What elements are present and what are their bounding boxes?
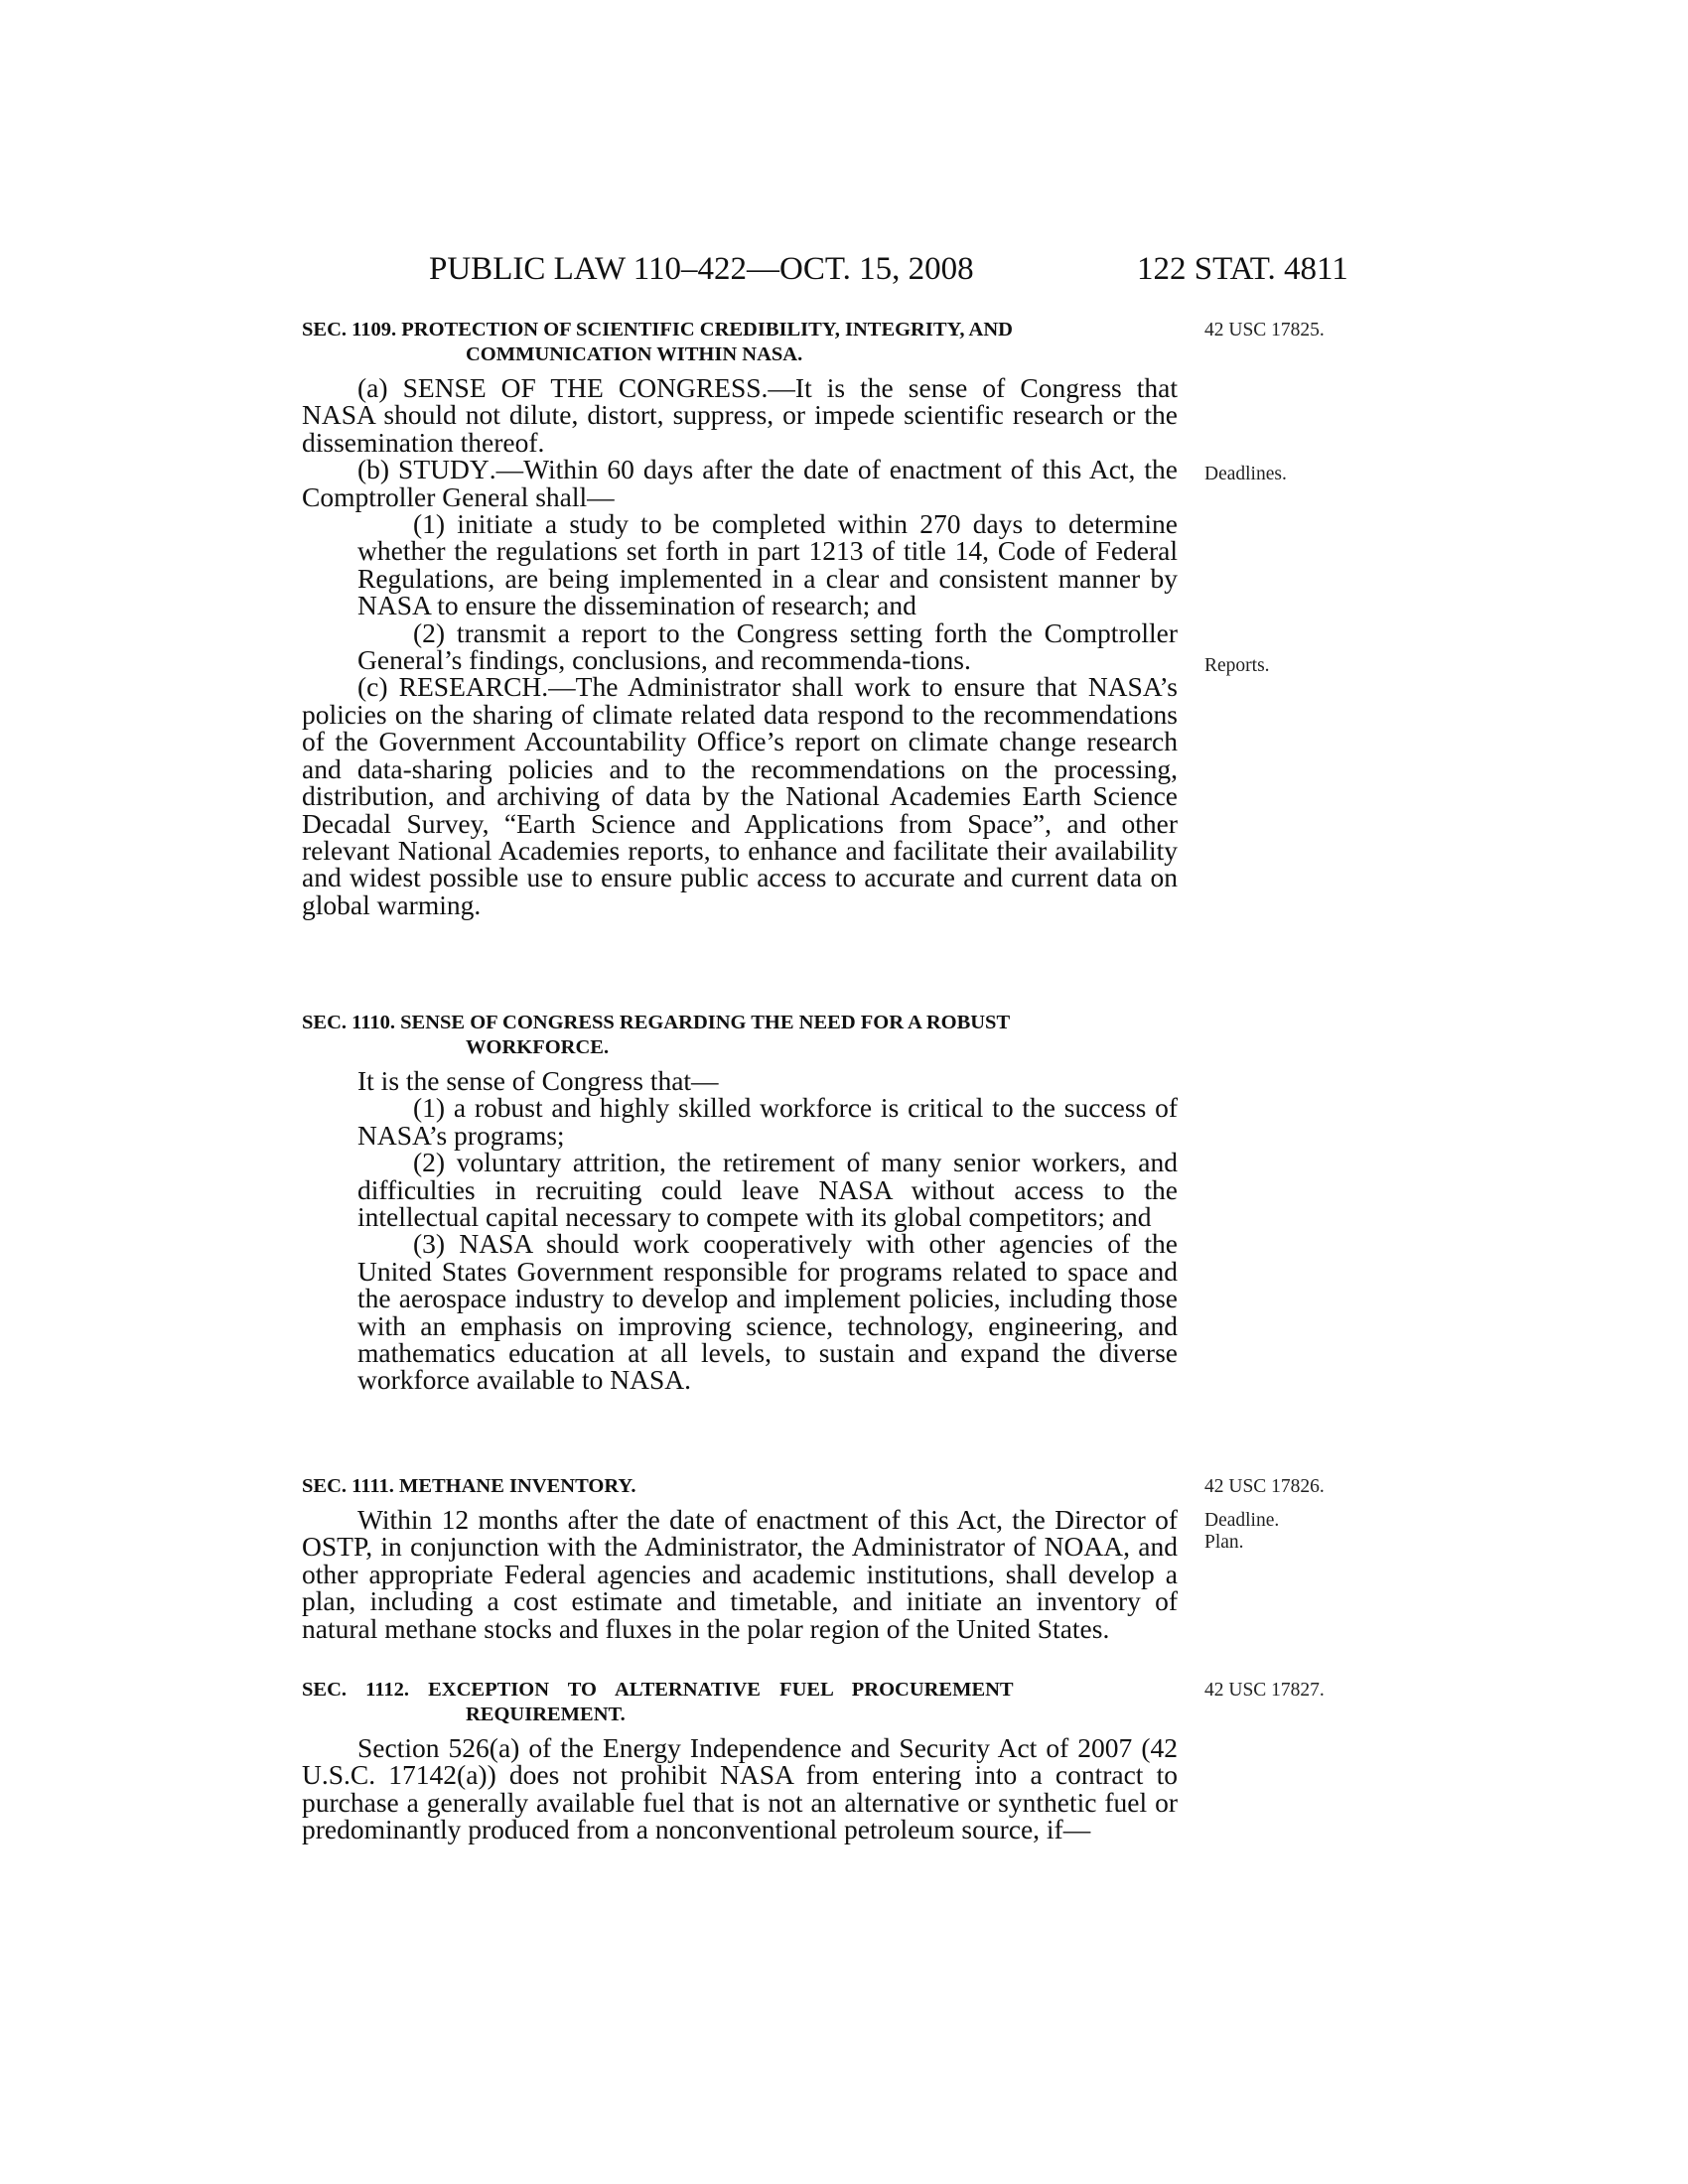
margin-note-deadline: Deadline. (1204, 1510, 1280, 1531)
sec-1109-b2: (2) transmit a report to the Congress setting forth the Comptroller General’s findings, conclusions, and recommenda-tions. (357, 616, 1178, 676)
header-title: PUBLIC LAW 110–422—OCT. 15, 2008 (429, 251, 974, 287)
sec-1112-heading (302, 1678, 1178, 1727)
sec-1111-body (302, 1506, 1178, 1642)
sec-1112-heading-line1: SEC. 1112. EXCEPTION TO ALTERNATIVE FUEL PROCUREMENT (302, 1679, 1014, 1701)
sec-1109-heading-line2: COMMUNICATION WITHIN NASA. (466, 343, 803, 365)
sec-1110-item-1: (1) a robust and highly skilled workforce is critical to the success of NASA’s programs; (357, 1092, 1178, 1151)
header-stat: 122 STAT. 4811 (1137, 251, 1348, 287)
page-header (0, 249, 1688, 289)
sec-1109-heading-line1: SEC. 1109. PROTECTION OF SCIENTIFIC CREDIBILITY, INTEGRITY, AND (302, 319, 1013, 341)
sec-1110-heading (302, 1011, 1178, 1060)
sec-1110-body (302, 1067, 1178, 1394)
sec-1109-a: (a) SENSE OF THE CONGRESS.—It is the sense of Congress that NASA should not dilute, distort, suppress, or impede scientific research or the dissemination thereof. (302, 372, 1178, 458)
sec-1109-b: (b) STUDY.—Within 60 days after the date of enactment of this Act, the Comptroller General shall— (302, 454, 1178, 512)
margin-note-deadlines: Deadlines. (1204, 464, 1287, 484)
sec-1112-heading-line2: REQUIREMENT. (466, 1704, 626, 1725)
margin-note-usc-17826: 42 USC 17826. (1204, 1476, 1325, 1497)
sec-1112-text: Section 526(a) of the Energy Independence and Security Act of 2007 (42 U.S.C. 17142(a)) does not prohibit NASA from entering into a contract to purchase a generally available fuel that is not an alternative or synthetic fuel or predominantly produced from a nonconventional petroleum source, if— (302, 1732, 1178, 1845)
sec-1111-text: Within 12 months after the date of enactment of this Act, the Director of OSTP, in conjunction with the Administrator, the Administrator of NOAA, and other appropriate Federal agencies and academic institutions, shall develop a plan, including a cost estimate and timetable, and initiate an inventory of natural methane stocks and fluxes in the polar region of the United States. (302, 1504, 1178, 1644)
sec-1112-body (302, 1734, 1178, 1843)
sec-1110-item-2: (2) voluntary attrition, the retirement of many senior workers, and difficulties in recruiting could leave NASA without access to the intellectual capital necessary to compete with its global competitors; and (357, 1147, 1178, 1233)
sec-1110-heading-line1: SEC. 1110. SENSE OF CONGRESS REGARDING THE NEED FOR A ROBUST (302, 1012, 1011, 1033)
margin-note-usc-17825: 42 USC 17825. (1204, 320, 1325, 341)
sec-1109-c: (c) RESEARCH.—The Administrator shall work to ensure that NASA’s policies on the sharing of climate related data respond to the recommendations of the Government Accountability Office’s report on climate change research and data-sharing policies and to the recommendations on the processing, distribution, and archiving of data by the National Academies Earth Science Decadal Survey, “Earth Science and Applications from Space”, and other relevant National Academies reports, to enhance and facilitate their availability and widest possible use to ensure public access to accurate and current data on global warming. (302, 671, 1178, 920)
sec-1110-heading-line2: WORKFORCE. (466, 1036, 610, 1058)
sec-1109-body (302, 374, 1178, 918)
sec-1111-heading: SEC. 1111. METHANE INVENTORY. (302, 1475, 636, 1497)
sec-1110-intro: It is the sense of Congress that— (357, 1065, 719, 1096)
sec-1109-b1: (1) initiate a study to be completed within 270 days to determine whether the regulations set forth in part 1213 of title 14, Code of Federal Regulations, are being implemented in a clear and consistent manner by NASA to ensure the dissemination of research; and (357, 508, 1178, 621)
margin-note-usc-17827: 42 USC 17827. (1204, 1680, 1325, 1701)
margin-note-plan: Plan. (1204, 1532, 1244, 1553)
sec-1110-item-3: (3) NASA should work cooperatively with other agencies of the United States Government responsible for programs related to space and the aerospace industry to develop and implement policies, including those with an emphasis on improving science, technology, engineering, and mathematics education at all levels, to sustain and expand the diverse workforce available to NASA. (357, 1228, 1178, 1396)
margin-note-reports: Reports. (1204, 655, 1270, 676)
sec-1109-heading (302, 318, 1178, 367)
